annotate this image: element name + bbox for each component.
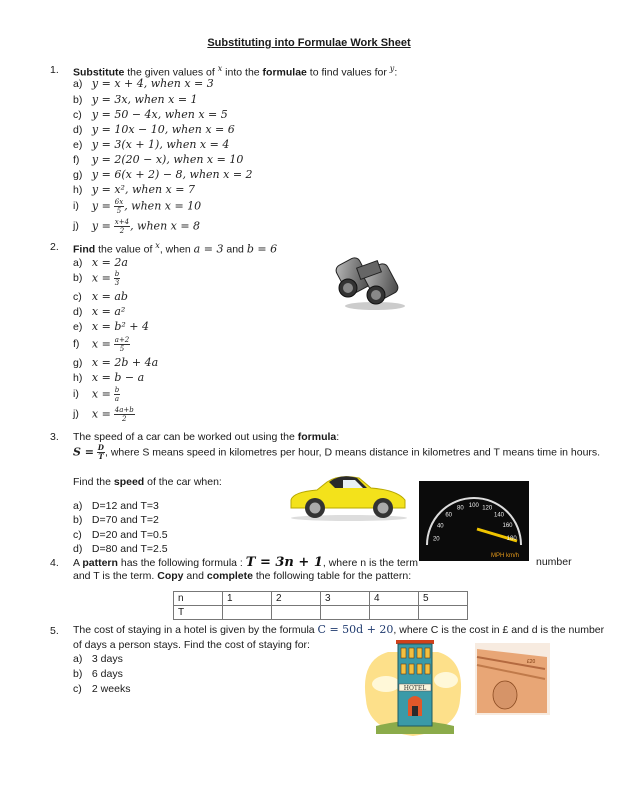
q1-item [73, 153, 243, 166]
item-label: c) [73, 529, 82, 541]
q5-text: The cost of staying in a hotel is given by the formula [73, 624, 318, 636]
item-label: j) [73, 408, 79, 421]
formula-lhs: x = [91, 407, 111, 421]
q1-var-x: x [217, 64, 223, 73]
q1-item [73, 138, 229, 151]
q4-text: and T is the term. [73, 570, 158, 582]
formula-rest: , when x = 8 [130, 219, 201, 233]
worksheet-title: Substituting into Formulae Work Sheet [207, 37, 411, 49]
q3-text: of the car when: [144, 476, 222, 488]
item-label: e) [73, 321, 83, 333]
fraction-numerator: 4a+b [114, 406, 134, 414]
fraction-denominator: 5 [116, 207, 122, 215]
fraction-denominator: 2 [122, 415, 127, 423]
item-text: D=70 and T=2 [91, 514, 159, 526]
q1-item [73, 123, 235, 136]
q5-line2: of days a person stays. Find the cost of staying for: [73, 639, 310, 651]
item-label: a) [73, 653, 83, 665]
formula: x = ab [91, 290, 128, 303]
item-label: a) [73, 257, 83, 269]
item-label: a) [73, 78, 83, 90]
q4-text: and [183, 570, 207, 582]
q4-bold-complete: complete [206, 570, 253, 582]
fraction-denominator: a [114, 395, 120, 403]
table-row-n [174, 592, 468, 606]
fraction [114, 218, 130, 235]
q2-condition-a: a = 3 [193, 242, 224, 256]
q2-item [73, 305, 125, 318]
item-label: f) [73, 154, 80, 166]
fraction-denominator: 5 [119, 345, 125, 353]
shadow [291, 515, 407, 521]
q2-text: the value of [95, 243, 156, 256]
q2-number: 2. [50, 241, 59, 253]
formula-lhs: x = [91, 337, 111, 351]
q4-bold-copy: Copy [157, 570, 184, 582]
cloud [372, 676, 400, 692]
q2-condition-b: b = 6 [246, 242, 278, 256]
fraction [114, 270, 120, 287]
item-label: f) [73, 338, 80, 351]
formula: y = 10x − 10, when x = 6 [91, 123, 235, 136]
table-cell: n [174, 592, 223, 606]
item-label: b) [73, 94, 83, 106]
formula: y = 3(x + 1), when x = 4 [91, 138, 230, 151]
item-text: 3 days [91, 653, 123, 665]
q1-text: to find values for [306, 66, 390, 79]
q1-item [73, 183, 195, 196]
q2-text: , when [159, 243, 194, 256]
table-cell: 4 [370, 592, 419, 606]
q3-number: 3. [50, 431, 59, 443]
table-cell-blank [370, 606, 419, 620]
table-cell-blank [272, 606, 321, 620]
item-label: i) [73, 200, 79, 213]
q1-text: : [394, 66, 398, 79]
q2-item [73, 371, 144, 384]
q1-item [73, 93, 198, 106]
q4-text: A [73, 557, 83, 569]
left-lens-glass [343, 283, 353, 293]
speed-formula-lhs: S = [73, 445, 94, 459]
q3-formula-line [73, 444, 600, 461]
q3-bold-speed: speed [113, 476, 145, 488]
q1-item [73, 198, 201, 215]
hotel-guest-silhouette [412, 706, 418, 716]
q1-text: into the [222, 66, 263, 79]
speedometer-tick-label: 120 [482, 505, 493, 512]
item-text: 6 days [91, 668, 123, 680]
q1-var-y: y [389, 64, 395, 73]
item-label: e) [73, 139, 83, 151]
table-cell: 1 [223, 592, 272, 606]
formula: x = b² + 4 [91, 320, 149, 333]
queen-portrait [493, 681, 517, 709]
item-text: D=20 and T=0.5 [91, 529, 168, 541]
note-value: £20 [527, 659, 536, 665]
speedometer-image [419, 481, 529, 561]
q3-item [73, 514, 159, 526]
rear-hubcap [378, 503, 389, 514]
fraction [114, 198, 124, 215]
q3-item [73, 500, 159, 512]
formula: x = 2b + 4a [91, 356, 159, 369]
q4-instructions [73, 570, 411, 582]
q1-item [73, 108, 228, 121]
formula: y = 2(20 − x), when x = 10 [91, 153, 244, 166]
hotel-cost-formula: C = 50d + 20 [317, 623, 394, 636]
q1-item [73, 168, 253, 181]
q2-text: and [223, 243, 247, 256]
formula-lhs: y = [91, 199, 111, 213]
speedometer-tick-label: 100 [468, 503, 479, 509]
fraction-numerator: a+2 [114, 336, 130, 344]
item-label: c) [73, 109, 82, 121]
speedometer-dial [419, 481, 529, 561]
q5-item [73, 668, 123, 680]
q2-item [73, 356, 158, 369]
q4-text: , where n is the term [322, 557, 418, 569]
table-cell-blank [419, 606, 468, 620]
q2-prompt [73, 241, 277, 256]
fraction [114, 406, 135, 423]
item-label: g) [73, 357, 83, 369]
q2-item [73, 290, 128, 303]
item-label: b) [73, 668, 83, 680]
q1-text: the given values of [124, 66, 218, 79]
item-text: D=80 and T=2.5 [91, 543, 168, 555]
fraction-numerator: x+4 [114, 218, 130, 226]
q3-item [73, 543, 168, 555]
table-cell-blank [223, 606, 272, 620]
fraction-denominator: T [98, 452, 104, 461]
speedometer-tick-label: 40 [436, 523, 444, 530]
q2-item [73, 320, 149, 333]
item-label: d) [73, 306, 83, 318]
binoculars-image [330, 246, 415, 311]
speedometer-tick-label: 80 [457, 505, 464, 512]
fraction-numerator: b [114, 386, 120, 394]
q4-number: 4. [50, 557, 59, 569]
speedometer-tick-label: 60 [445, 512, 453, 519]
item-label: h) [73, 184, 83, 196]
q5-item [73, 683, 130, 695]
formula: x = b − a [91, 371, 145, 384]
q5-number: 5. [50, 625, 59, 637]
pattern-formula: T = 3n + 1 [245, 555, 323, 570]
q2-item [73, 270, 120, 287]
front-hubcap [310, 503, 321, 514]
q2-item [73, 386, 120, 403]
q1-number: 1. [50, 64, 59, 76]
formula-rest: , when x = 10 [124, 199, 202, 213]
q5-prompt [73, 623, 604, 636]
item-label: d) [73, 124, 83, 136]
table-row-t [174, 606, 468, 620]
q3-bold-formula: formula [297, 431, 337, 443]
q1-item [73, 218, 200, 235]
speedometer-tick-label: 140 [493, 512, 505, 519]
formula-lhs: x = [91, 271, 111, 285]
item-label: b) [73, 514, 83, 526]
item-label: c) [73, 291, 82, 303]
formula: y = 50 − 4x, when x = 5 [91, 108, 228, 121]
fraction [114, 386, 120, 403]
item-label: d) [73, 543, 83, 555]
banknotes-image [475, 643, 550, 715]
item-text: 2 weeks [91, 683, 131, 695]
fraction-numerator: D [97, 443, 104, 452]
formula: y = 3x, when x = 1 [91, 93, 198, 106]
table-cell: 5 [419, 592, 468, 606]
table-cell: 3 [321, 592, 370, 606]
right-lens-glass [371, 290, 381, 300]
speedometer-tick-label: 160 [502, 523, 513, 529]
q1-bold-substitute: Substitute [73, 66, 125, 79]
formula: x = 2a [91, 256, 128, 269]
q3-prompt [73, 431, 339, 443]
hotel-image [358, 640, 468, 740]
q4-prompt [73, 555, 418, 570]
q2-item [73, 336, 130, 353]
fraction-denominator: 2 [119, 227, 125, 235]
table-cell: T [174, 606, 223, 620]
fraction-numerator: b [114, 270, 120, 278]
q2-item [73, 256, 128, 269]
q4-text: the following table for the pattern: [252, 570, 412, 582]
q4-bold-pattern: pattern [82, 557, 118, 569]
formula: y = x², when x = 7 [91, 183, 195, 196]
q4-number-word: number [536, 556, 572, 568]
hotel-sign-text: HOTEL [403, 685, 427, 692]
fraction-denominator: 3 [114, 279, 120, 287]
item-label: c) [73, 683, 82, 695]
q5-text: , where C is the cost in £ and d is the number [393, 624, 605, 636]
item-label: a) [73, 500, 83, 512]
q4-text: has the following formula : [117, 557, 246, 569]
item-label: i) [73, 388, 79, 401]
item-label: b) [73, 272, 83, 285]
speed-fraction [97, 444, 105, 461]
item-label: g) [73, 169, 83, 181]
speedometer-tick-label: 20 [432, 536, 440, 543]
formula: y = x + 4, when x = 3 [91, 77, 214, 90]
q5-item [73, 653, 123, 665]
q2-var-x: x [155, 241, 160, 250]
q3-text: The speed of a car can be worked out using the [73, 431, 298, 443]
q1-item [73, 77, 214, 90]
pattern-table [173, 591, 468, 620]
speedometer-tick-label: 180 [506, 536, 517, 542]
q2-bold-find: Find [73, 243, 96, 256]
table-cell-blank [321, 606, 370, 620]
formula-lhs: x = [91, 387, 111, 401]
item-label: h) [73, 372, 83, 384]
q3-item [73, 529, 168, 541]
fraction [114, 336, 131, 353]
yellow-car-image [287, 470, 409, 522]
q1-bold-formulae: formulae [262, 66, 307, 79]
item-label: j) [73, 220, 79, 233]
q3-explanation: , where S means speed in kilometres per hour, D means distance in kilometres and T means time in hours. [105, 446, 601, 459]
item-text: D=12 and T=3 [91, 500, 159, 512]
formula: y = 6(x + 2) − 8, when x = 2 [91, 168, 253, 181]
formula-lhs: y = [91, 219, 111, 233]
table-cell: 2 [272, 592, 321, 606]
q3-find-line [73, 476, 222, 488]
q2-item [73, 406, 135, 423]
cloud [434, 672, 458, 688]
q3-text: : [336, 431, 340, 443]
fraction-numerator: 6x [114, 198, 124, 206]
formula: x = a² [91, 305, 126, 318]
q3-text: Find the [73, 476, 114, 488]
speedometer-units: MPH km/h [491, 553, 520, 559]
hotel-roof [396, 640, 434, 644]
